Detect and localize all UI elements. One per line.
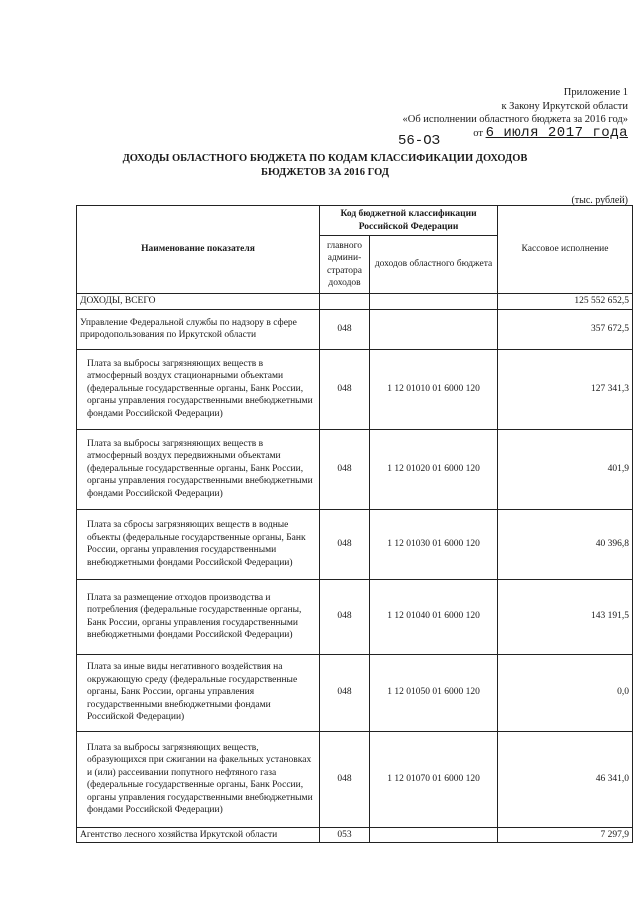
title-line-1: ДОХОДЫ ОБЛАСТНОГО БЮДЖЕТА ПО КОДАМ КЛАССИФИКАЦИИ ДОХОДОВ — [122, 153, 528, 164]
budget-table — [76, 205, 633, 843]
row-amount: 46 341,0 — [498, 731, 633, 827]
row-income-code — [370, 294, 498, 310]
row-name: Плата за размещение отходов производства и потребления (федеральные государственные органы, Банк России, органы управления государственными внебюджетными фондами Российской Федерации) — [77, 579, 320, 654]
row-amount: 7 297,9 — [498, 827, 633, 843]
appendix-line-3: «Об исполнении областного бюджета за 2016 год» — [402, 114, 628, 125]
header-amount: Кассовое исполнение — [498, 206, 633, 294]
row-amount: 0,0 — [498, 654, 633, 731]
table-row — [77, 294, 633, 310]
row-income-code — [370, 309, 498, 349]
table-row — [77, 429, 633, 509]
title-line-2: БЮДЖЕТОВ ЗА 2016 ГОД — [261, 167, 389, 178]
row-admin-code: 048 — [320, 731, 370, 827]
row-name: Плата за выбросы загрязняющих веществ в атмосферный воздух передвижными объектами (федеральные государственные органы, Банк России, органы управления государственными внебюджетными фондами Российской Федерации) — [77, 429, 320, 509]
row-admin-code — [320, 294, 370, 310]
table-row — [77, 731, 633, 827]
appendix-line-1: Приложение 1 — [563, 87, 628, 98]
header-income-code: доходов областного бюджета — [370, 236, 498, 294]
row-admin-code: 053 — [320, 827, 370, 843]
row-amount: 401,9 — [498, 429, 633, 509]
row-admin-code: 048 — [320, 429, 370, 509]
row-amount: 143 191,5 — [498, 579, 633, 654]
table-row — [77, 509, 633, 579]
row-admin-code: 048 — [320, 654, 370, 731]
row-name: Плата за выбросы загрязняющих веществ, образующихся при сжигании на факельных установках и (или) рассеивании попутного нефтяного газа (федеральные государственные органы, Банк России, органы управления государственными внебюджетными фондами Российской Федерации) — [77, 731, 320, 827]
row-admin-code: 048 — [320, 309, 370, 349]
header-name: Наименование показателя — [77, 206, 320, 294]
row-amount: 357 672,5 — [498, 309, 633, 349]
row-income-code — [370, 827, 498, 843]
row-name: Плата за выбросы загрязняющих веществ в атмосферный воздух стационарными объектами (федеральные государственные органы, Банк России, органы управления государственными внебюджетными фондами Российской Федерации) — [77, 349, 320, 429]
appendix-line-2: к Закону Иркутской области — [501, 100, 628, 112]
row-name: Плата за сбросы загрязняющих веществ в водные объекты (федеральные государственные органы, Банк России, органы управления государственными внебюджетными фондами Российской Федерации) — [77, 509, 320, 579]
date-value: 6 июля 2017 года — [485, 124, 628, 141]
row-name: ДОХОДЫ, ВСЕГО — [77, 294, 320, 310]
row-income-code: 1 12 01070 01 6000 120 — [370, 731, 498, 827]
table-row — [77, 309, 633, 349]
table-row — [77, 654, 633, 731]
table-row — [77, 827, 633, 843]
row-income-code: 1 12 01010 01 6000 120 — [370, 349, 498, 429]
date-prefix: от — [473, 127, 483, 139]
row-income-code: 1 12 01020 01 6000 120 — [370, 429, 498, 509]
row-admin-code: 048 — [320, 509, 370, 579]
header-code-group: Код бюджетной классификации Российской Федерации — [320, 206, 498, 236]
header-admin: главного админи-стратора доходов — [320, 236, 370, 294]
row-name: Плата за иные виды негативного воздействия на окружающую среду (федеральные государственные органы, Банк России, органы управления государственными внебюджетными фондами Российской Федерации) — [77, 654, 320, 731]
table-row — [77, 579, 633, 654]
units-label: (тыс. рублей) — [571, 195, 628, 206]
law-number: 56-ОЗ — [398, 133, 441, 149]
row-name: Управление Федеральной службы по надзору в сфере природопользования по Иркутской области — [77, 309, 320, 349]
row-admin-code: 048 — [320, 579, 370, 654]
appendix-block — [403, 86, 629, 140]
row-income-code: 1 12 01040 01 6000 120 — [370, 579, 498, 654]
row-income-code: 1 12 01030 01 6000 120 — [370, 509, 498, 579]
row-amount: 40 396,8 — [498, 509, 633, 579]
row-amount: 127 341,3 — [498, 349, 633, 429]
row-income-code: 1 12 01050 01 6000 120 — [370, 654, 498, 731]
row-amount: 125 552 652,5 — [498, 294, 633, 310]
table-row — [77, 349, 633, 429]
row-name: Агентство лесного хозяйства Иркутской области — [77, 827, 320, 843]
row-admin-code: 048 — [320, 349, 370, 429]
document-title — [120, 152, 530, 180]
